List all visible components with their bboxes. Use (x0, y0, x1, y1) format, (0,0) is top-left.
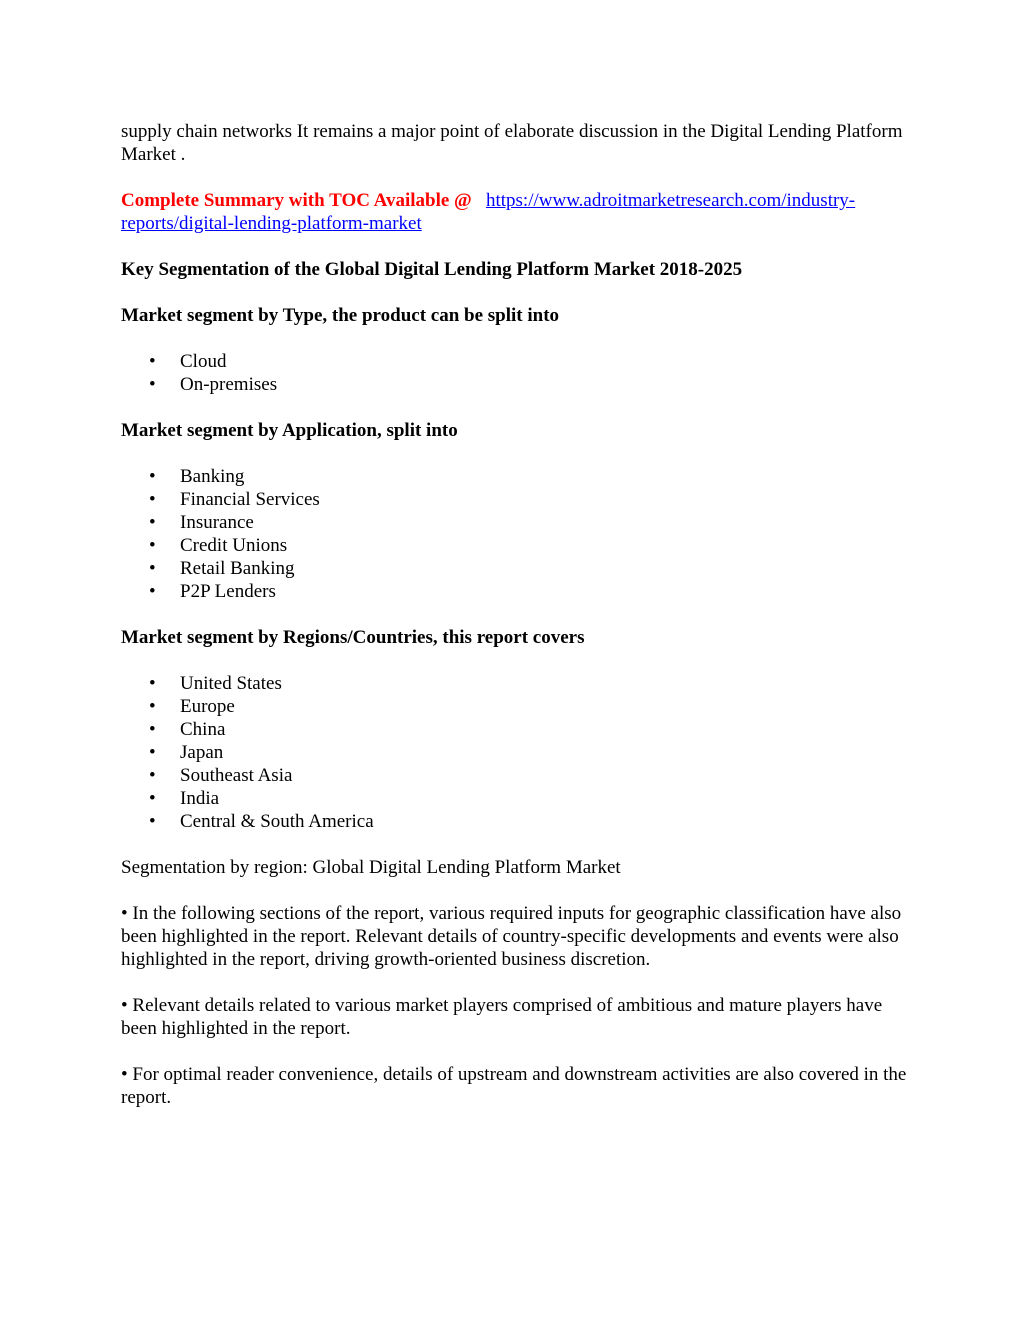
summary-label: Complete Summary with TOC Available @ (121, 190, 472, 211)
list-item (121, 672, 911, 695)
bullet-icon: • (149, 719, 156, 740)
list-item-label: United States (180, 673, 282, 694)
list-item-label: Financial Services (180, 489, 320, 510)
list-item (121, 695, 911, 718)
region-note: Segmentation by region: Global Digital Lending Platform Market (121, 857, 621, 878)
bullet-icon: • (149, 374, 156, 395)
body-paragraph: • Relevant details related to various market players comprised of ambitious and mature players have been highlighted in the report. (121, 995, 883, 1039)
intro-paragraph: supply chain networks It remains a major point of elaborate discussion in the Digital Lending Platform Market . (121, 121, 903, 165)
summary-paragraph (121, 189, 911, 235)
list-item (121, 350, 911, 373)
region-segment-heading: Market segment by Regions/Countries, this report covers (121, 627, 585, 648)
list-item-label: Banking (180, 466, 245, 487)
list-item-label: China (180, 719, 226, 740)
list-item-label: Credit Unions (180, 535, 288, 556)
bullet-icon: • (149, 466, 156, 487)
type-segment-heading: Market segment by Type, the product can be split into (121, 305, 560, 326)
list-item (121, 787, 911, 810)
list-item (121, 465, 911, 488)
bullet-icon: • (149, 765, 156, 786)
bullet-icon: • (149, 673, 156, 694)
list-item-label: On-premises (180, 374, 278, 395)
key-segmentation-heading: Key Segmentation of the Global Digital Lending Platform Market 2018-2025 (121, 259, 743, 280)
application-segment-heading: Market segment by Application, split into (121, 420, 458, 441)
list-item (121, 488, 911, 511)
list-item (121, 373, 911, 396)
bullet-icon: • (149, 811, 156, 832)
list-item (121, 764, 911, 787)
list-item-label: Japan (180, 742, 224, 763)
bullet-icon: • (149, 489, 156, 510)
list-item (121, 534, 911, 557)
bullet-icon: • (149, 742, 156, 763)
bullet-icon: • (149, 696, 156, 717)
application-list (121, 465, 911, 603)
list-item-label: Southeast Asia (180, 765, 293, 786)
bullet-icon: • (149, 512, 156, 533)
list-item (121, 810, 911, 833)
list-item (121, 718, 911, 741)
list-item-label: P2P Lenders (180, 581, 276, 602)
body-paragraph: • For optimal reader convenience, details of upstream and downstream activities are also covered in the report. (121, 1064, 907, 1108)
list-item-label: Cloud (180, 351, 227, 372)
list-item (121, 741, 911, 764)
document-page (121, 120, 911, 1132)
bullet-icon: • (149, 788, 156, 809)
bullet-icon: • (149, 351, 156, 372)
bullet-icon: • (149, 535, 156, 556)
type-list (121, 350, 911, 396)
bullet-icon: • (149, 581, 156, 602)
bullet-icon: • (149, 558, 156, 579)
report-link[interactable]: https://www.adroitmarketresearch.com/industry-reports/digital-lending-platform-market (121, 190, 856, 234)
body-paragraph: • In the following sections of the report, various required inputs for geographic classification have also been highlighted in the report. Relevant details of country-specific developments and events were also highlighted in the report, driving growth-oriented business discretion. (121, 903, 902, 970)
list-item-label: Insurance (180, 512, 254, 533)
list-item (121, 511, 911, 534)
region-list (121, 672, 911, 833)
list-item (121, 557, 911, 580)
list-item-label: India (180, 788, 220, 809)
list-item-label: Central & South America (180, 811, 374, 832)
list-item-label: Europe (180, 696, 235, 717)
list-item (121, 580, 911, 603)
list-item-label: Retail Banking (180, 558, 295, 579)
